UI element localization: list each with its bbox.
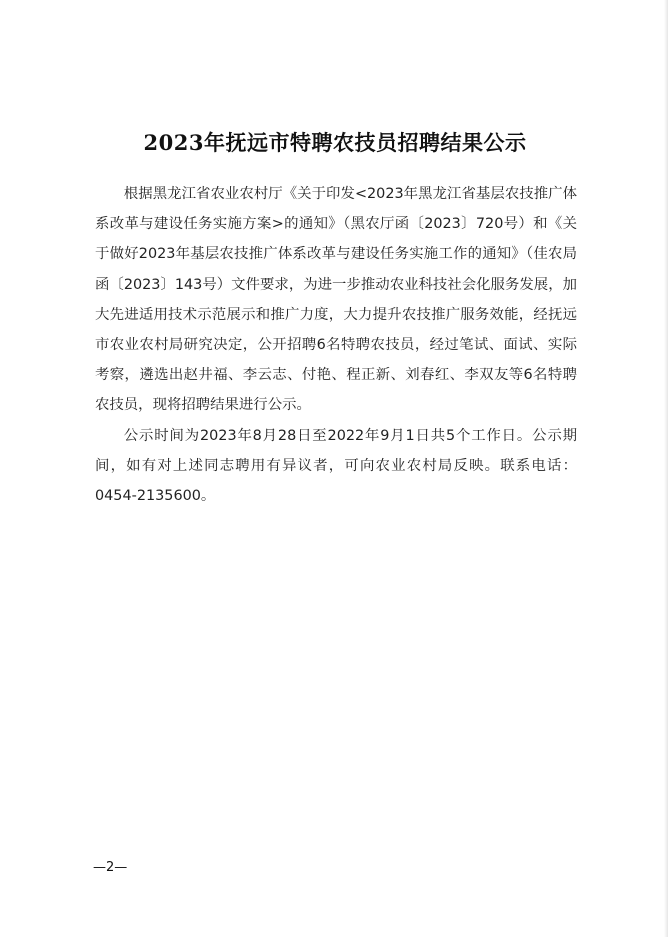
page-number: —2— [93,860,128,875]
document-body [95,179,577,511]
page-edge-shadow [664,0,668,937]
document-title: 2023年抚远市特聘农技员招聘结果公示 [143,130,527,155]
paragraph-publicity-period: 公示时间为2023年8月28日至2022年9月1日共5个工作日。公示期间，如有对上述同志聘用有异议者，可向农业农村局反映。联系电话：0454-2135600。 [95,427,577,505]
paragraph-announcement: 根据黑龙江省农业农村厅《关于印发<2023年黑龙江省基层农技推广体系改革与建设任务实施方案>的通知》（黑农厅函〔2023〕720号）和《关于做好2023年基层农技推广体系改革与建设任务实施工作的通知》（佳农局函〔2023〕143号）文件要求，为进一步推动农业科技社会化服务发展，加大先进适用技术示范展示和推广力度，大力提升农技推广服务效能，经抚远市农业农村局研究决定，公开招聘6名特聘农技员，经过笔试、面试、实际考察，遴选出赵井福、李云志、付艳、程正新、刘春红、李双友等6名特聘农技员，现将招聘结果进行公示。 [95,186,577,414]
